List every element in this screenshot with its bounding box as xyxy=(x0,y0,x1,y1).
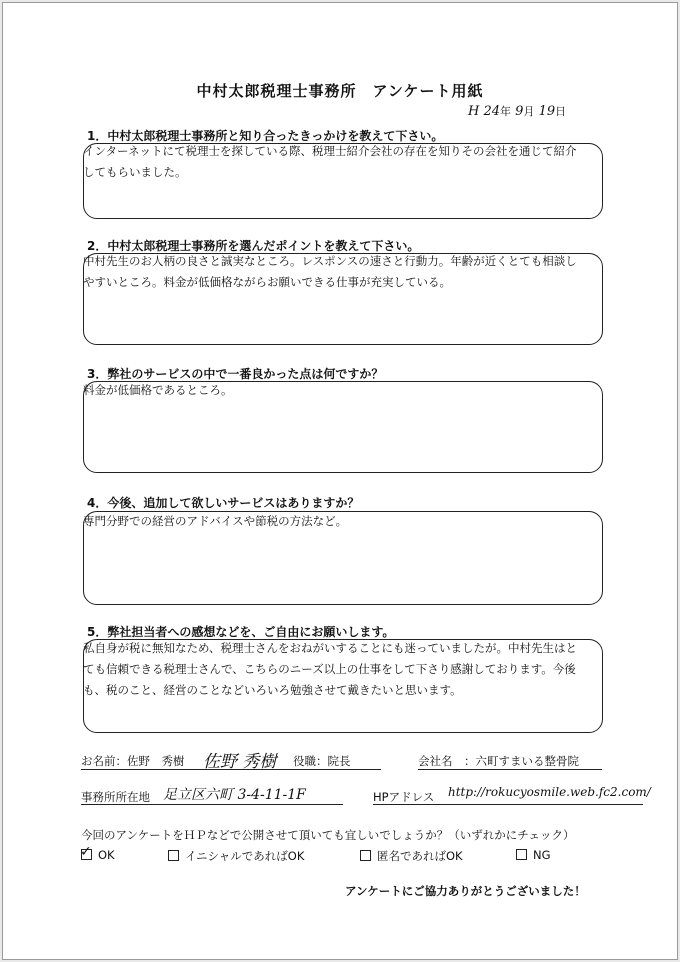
option-ng[interactable] xyxy=(516,848,551,862)
date-month: 9 xyxy=(515,104,524,119)
address-underline xyxy=(81,804,343,805)
option-anonymous-label: 匿名であればOK xyxy=(377,849,463,863)
survey-sheet xyxy=(2,2,678,960)
date-month-label: 月 xyxy=(523,105,535,118)
answer-1 xyxy=(83,141,576,183)
date-day-label: 日 xyxy=(555,105,567,118)
answer-5-line-3: も、税のこと、経営のことなどいろいろ勉強させて戴きたいと思います。 xyxy=(83,683,462,697)
company-field xyxy=(418,753,579,769)
option-initials[interactable] xyxy=(168,848,304,864)
role-label: 役職： xyxy=(293,754,328,768)
option-anonymous[interactable] xyxy=(360,848,463,864)
answer-1-line-1: インターネットにて税理士を探している際、税理士紹介会社の存在を知りその会社を通じて紹介 xyxy=(83,144,577,158)
checkbox-ng[interactable] xyxy=(516,849,527,860)
name-handwritten: 佐野 秀樹 xyxy=(203,752,277,772)
handwritten-date xyxy=(468,103,566,119)
answer-2-line-2: やすいところ。料金が低価格ながらお願いできる仕事が充実している。 xyxy=(83,275,451,289)
date-year-label: 年 xyxy=(500,105,512,118)
company-label: 会社名 ： xyxy=(418,754,476,768)
name-field xyxy=(81,753,185,769)
question-3-label: 3．弊社のサービスの中で一番良かった点は何ですか？ xyxy=(87,367,384,381)
question-2-label: 2．中村太郎税理士事務所を選んだポイントを教えて下さい。 xyxy=(87,239,420,253)
answer-5-line-2: ても信頼できる税理士さんで、こちらのニーズ以上の仕事をして下さり感謝しております。今後 xyxy=(83,662,576,676)
name-typed: 佐野 秀樹 xyxy=(127,754,185,768)
consent-question: 今回のアンケートをＨＰなどで公開させて頂いても宜しいでしょうか？（いずれかにチェック） xyxy=(81,828,575,842)
answer-4-line-1: 専門分野での経営のアドバイスや節税の方法など。 xyxy=(83,514,348,528)
date-day: 19 xyxy=(538,104,556,119)
option-ok[interactable] xyxy=(80,844,115,862)
answer-1-line-2: してもらいました。 xyxy=(83,165,187,179)
answer-2-line-1: 中村先生のお人柄の良さと誠実なところ。レスポンスの速さと行動力。年齢が近くとても相談し xyxy=(83,254,577,268)
answer-2 xyxy=(83,251,577,293)
answer-4 xyxy=(83,511,347,532)
name-label: お名前： xyxy=(81,754,127,768)
option-initials-label: イニシャルであればOK xyxy=(185,849,305,863)
answer-5 xyxy=(83,638,577,701)
address-label: 事務所所在地 xyxy=(81,790,150,804)
question-4-label: 4．今後、追加して欲しいサービスはありますか？ xyxy=(87,496,360,510)
role-field xyxy=(293,753,351,769)
answer-3 xyxy=(83,380,233,401)
option-ok-label: OK xyxy=(98,848,115,862)
question-5-label: 5．弊社担当者への感想などを、ご自由にお願いします。 xyxy=(87,625,395,639)
answer-5-line-1: 私自身が税に無知なため、税理士さんをおねがいすることにも迷っていましたが。中村先生はと xyxy=(83,641,578,655)
company-underline xyxy=(418,769,602,770)
question-1-label: 1．中村太郎税理士事務所と知り合ったきっかけを教えて下さい。 xyxy=(87,129,444,143)
checkbox-anonymous[interactable] xyxy=(360,850,371,861)
date-year: 24 xyxy=(483,104,501,119)
checkbox-initials[interactable] xyxy=(168,850,179,861)
checkbox-ok[interactable] xyxy=(80,844,92,860)
role-value: 院長 xyxy=(327,754,351,768)
address-value: 足立区六町 3-4-11-1F xyxy=(163,787,306,803)
name-underline xyxy=(81,769,381,770)
company-value: 六町すまいる整骨院 xyxy=(475,754,579,768)
date-era: H xyxy=(468,104,480,119)
option-ng-label: NG xyxy=(533,848,551,862)
answer-3-line-1: 料金が低価格であるところ。 xyxy=(83,383,233,397)
closing-message: アンケートにご協力ありがとうございました！ xyxy=(345,884,586,898)
hp-value: http://rokucyosmile.web.fc2.com/ xyxy=(448,785,651,799)
check-mark-icon: ✓ xyxy=(80,844,92,860)
hp-label: HPアドレス xyxy=(373,790,435,804)
page-title: 中村太郎税理士事務所 アンケート用紙 xyxy=(196,82,484,100)
hp-underline xyxy=(373,804,643,805)
